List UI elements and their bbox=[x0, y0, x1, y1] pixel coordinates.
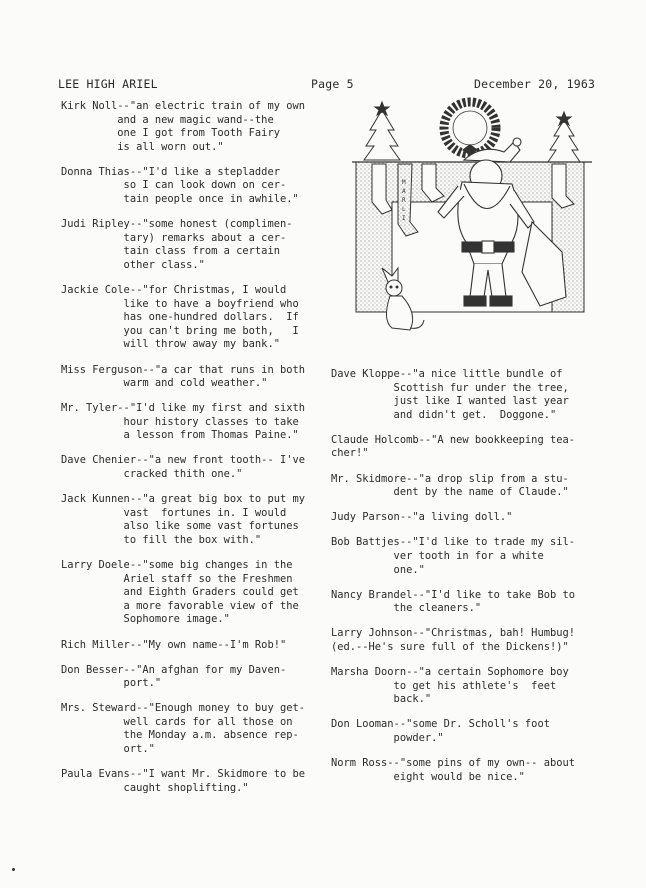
wish-entry-line: will throw away my bank." bbox=[61, 338, 280, 351]
wish-entry-line: vast fortunes in. I would bbox=[61, 506, 287, 519]
wish-entry-line: is all worn out." bbox=[61, 140, 224, 153]
wish-entry-line: Paula Evans--"I want Mr. Skidmore to be bbox=[61, 768, 305, 781]
wish-entry-line: hour history classes to take bbox=[61, 415, 299, 428]
wish-entry-line: so I can look down on cer- bbox=[61, 179, 287, 192]
wish-entry-line: Dave Chenier--"a new front tooth-- I've bbox=[61, 454, 305, 467]
wish-entry-line: the cleaners." bbox=[331, 602, 482, 615]
wish-entry-line: cracked thith one." bbox=[61, 468, 243, 481]
wish-entry-line: to get his athlete's feet bbox=[331, 679, 557, 692]
wish-entry-line: Nancy Brandel--"I'd like to take Bob to bbox=[331, 588, 575, 601]
wish-entry-line: Rich Miller--"My own name--I'm Rob!" bbox=[61, 638, 287, 651]
wish-entry bbox=[331, 368, 593, 422]
left-column bbox=[61, 100, 329, 807]
wish-entry bbox=[331, 511, 593, 525]
wish-entry-line: port." bbox=[61, 677, 162, 690]
wish-entry-line: tain class from a certain bbox=[61, 245, 280, 258]
right-column bbox=[331, 368, 593, 796]
wish-entry-line: Norm Ross--"some pins of my own-- about bbox=[331, 756, 575, 769]
wish-entry-line: tary) remarks about a cer- bbox=[61, 231, 287, 244]
wreath-icon bbox=[444, 102, 496, 154]
wish-entry bbox=[61, 364, 329, 391]
wish-entry-line: well cards for all those on bbox=[61, 715, 293, 728]
issue-date: December 20, 1963 bbox=[474, 77, 596, 91]
wish-entry-line: Sophomore image." bbox=[61, 613, 230, 626]
wish-entry-line: Judy Parson--"a living doll." bbox=[331, 511, 513, 524]
wish-entry-line: Claude Holcomb--"A new bookkeeping tea- bbox=[331, 433, 575, 446]
wish-entry-line: dent by the name of Claude." bbox=[331, 486, 569, 499]
wish-entry-line: Bob Battjes--"I'd like to trade my sil- bbox=[331, 536, 575, 549]
wish-entry bbox=[61, 702, 329, 756]
wish-entry-line: other class." bbox=[61, 258, 205, 271]
wish-entry bbox=[331, 473, 593, 500]
wish-entry bbox=[61, 639, 329, 653]
wish-entry-line: the Monday a.m. absence rep- bbox=[61, 729, 299, 742]
wish-entry-line: Mr. Tyler--"I'd like my first and sixth bbox=[61, 402, 305, 415]
wish-entry-line: Larry Doele--"some big changes in the bbox=[61, 559, 293, 572]
wish-entry-line: to fill the box with." bbox=[61, 533, 262, 546]
wish-entry-line: powder." bbox=[331, 731, 444, 744]
wish-entry-line: Dave Kloppe--"a nice little bundle of bbox=[331, 368, 563, 380]
svg-text:A: A bbox=[402, 188, 406, 195]
wish-entry-line: just like I wanted last year bbox=[331, 395, 569, 408]
wish-entry-line: Donna Thias--"I'd like a stepladder bbox=[61, 165, 280, 178]
wish-entry-line: tain people once in awhile." bbox=[61, 193, 299, 206]
christmas-tree-icon bbox=[548, 112, 580, 162]
wish-entry-line: you can't bring me both, I bbox=[61, 324, 299, 337]
wish-entry-line: one." bbox=[331, 563, 425, 576]
svg-text:M: M bbox=[402, 179, 406, 186]
wish-entry-line: Don Besser--"An afghan for my Daven- bbox=[61, 663, 287, 676]
wish-entry-line: Jackie Cole--"for Christmas, I would bbox=[61, 284, 287, 297]
wish-entry-line: a more favorable view of the bbox=[61, 599, 299, 612]
wish-entry-line: Don Looman--"some Dr. Scholl's foot bbox=[331, 718, 550, 731]
wish-entry-line: caught shoplifting." bbox=[61, 781, 249, 794]
svg-text:R: R bbox=[402, 197, 406, 204]
wish-entry bbox=[331, 627, 593, 654]
wish-entry-line: a lesson from Thomas Paine." bbox=[61, 429, 299, 442]
svg-text:L: L bbox=[402, 206, 406, 213]
wish-entry bbox=[331, 536, 593, 577]
wish-entry-line: like to have a boyfriend who bbox=[61, 297, 299, 310]
wish-entry-line: Jack Kunnen--"a great big box to put my bbox=[61, 493, 305, 506]
wish-entry bbox=[61, 559, 329, 627]
wish-entry bbox=[331, 666, 593, 707]
wish-entry-line: also like some vast fortunes bbox=[61, 520, 299, 533]
wish-entry bbox=[61, 218, 329, 272]
wish-entry bbox=[331, 718, 593, 745]
wish-entry bbox=[61, 664, 329, 691]
wish-entry-line: has one-hundred dollars. If bbox=[61, 311, 299, 324]
wish-entry-line: Mrs. Steward--"Enough money to buy get- bbox=[61, 702, 305, 715]
wish-entry-line: Miss Ferguson--"a car that runs in both bbox=[61, 363, 305, 376]
wish-entry-line: cher!" bbox=[331, 447, 369, 460]
page-number: Page 5 bbox=[311, 77, 354, 91]
wish-entry bbox=[61, 768, 329, 795]
wish-entry-line: and didn't get. Doggone." bbox=[331, 408, 557, 421]
wish-entry bbox=[331, 757, 593, 784]
wish-entry-line: Larry Johnson--"Christmas, bah! Humbug! bbox=[331, 627, 575, 640]
wish-entry-line: Kirk Noll--"an electric train of my own bbox=[61, 100, 305, 112]
wish-entry bbox=[61, 493, 329, 547]
wish-entry-line: Ariel staff so the Freshmen bbox=[61, 572, 293, 585]
wish-entry-line: and a new magic wand--the bbox=[61, 113, 274, 126]
newsletter-title: LEE HIGH ARIEL bbox=[58, 77, 158, 91]
wish-entry bbox=[331, 434, 593, 461]
wish-entry-line: (ed.--He's sure full of the Dickens!)" bbox=[331, 640, 569, 653]
svg-text:I: I bbox=[402, 215, 406, 222]
wish-entry-line: Marsha Doorn--"a certain Sophomore boy bbox=[331, 666, 569, 678]
wish-entry-line: Judi Ripley--"some honest (complimen- bbox=[61, 218, 293, 231]
wish-entry bbox=[331, 589, 593, 616]
wish-entry-line: one I got from Tooth Fairy bbox=[61, 127, 280, 140]
wish-entry-line: ver tooth in for a white bbox=[331, 549, 544, 562]
christmas-tree-icon bbox=[364, 102, 400, 160]
wish-entry bbox=[61, 166, 329, 207]
wish-entry-line: Mr. Skidmore--"a drop slip from a stu- bbox=[331, 472, 569, 485]
wish-entry-line: and Eighth Graders could get bbox=[61, 586, 299, 599]
scan-speck bbox=[12, 868, 15, 871]
wish-entry-line: warm and cold weather." bbox=[61, 377, 268, 390]
santa-illustration bbox=[352, 92, 592, 344]
wish-entry bbox=[61, 454, 329, 481]
wish-entry-line: ort." bbox=[61, 743, 155, 756]
wish-entry-line: back." bbox=[331, 693, 432, 706]
wish-entry-line: eight would be nice." bbox=[331, 770, 525, 783]
wish-entry bbox=[61, 100, 329, 154]
wish-entry bbox=[61, 284, 329, 352]
wish-entry bbox=[61, 402, 329, 443]
wish-entry-line: Scottish fur under the tree, bbox=[331, 381, 569, 394]
